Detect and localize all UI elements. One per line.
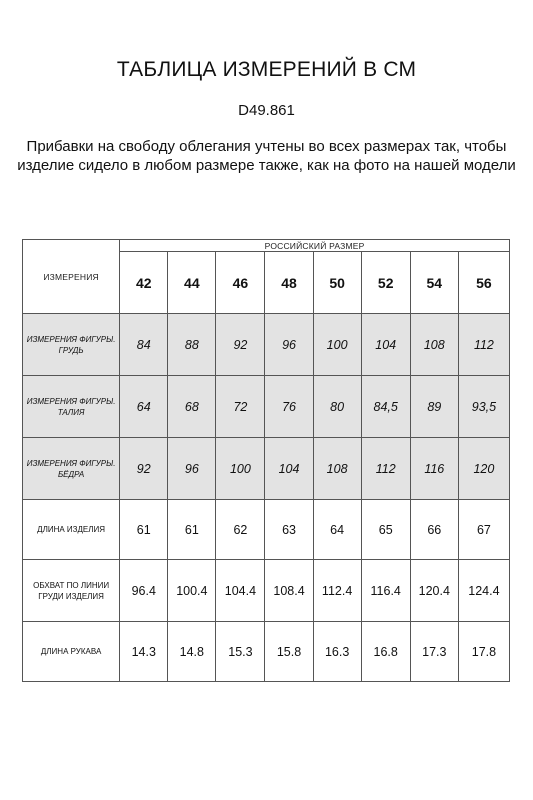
value-cell: 16.3 (313, 622, 361, 682)
value-cell: 15.8 (265, 622, 313, 682)
value-cell: 80 (313, 376, 361, 438)
value-cell: 100 (216, 438, 265, 500)
value-cell: 100.4 (168, 560, 216, 622)
row-label: ДЛИНА РУКАВА (23, 622, 120, 682)
value-cell: 92 (216, 314, 265, 376)
value-cell: 63 (265, 500, 313, 560)
value-cell: 76 (265, 376, 313, 438)
value-cell: 65 (361, 500, 410, 560)
value-cell: 96 (265, 314, 313, 376)
value-cell: 93,5 (458, 376, 509, 438)
row-label: ИЗМЕРЕНИЯ ФИГУРЫ. БЁДРА (23, 438, 120, 500)
value-cell: 64 (120, 376, 168, 438)
value-cell: 92 (120, 438, 168, 500)
value-cell: 14.3 (120, 622, 168, 682)
value-cell: 100 (313, 314, 361, 376)
corner-header: ИЗМЕРЕНИЯ (23, 240, 120, 314)
table-row (23, 314, 510, 376)
value-cell: 112 (458, 314, 509, 376)
value-cell: 68 (168, 376, 216, 438)
size-header-cell: 46 (216, 252, 265, 314)
table-row (23, 500, 510, 560)
size-header-cell: 54 (410, 252, 458, 314)
row-label: ДЛИНА ИЗДЕЛИЯ (23, 500, 120, 560)
size-header-cell: 52 (361, 252, 410, 314)
row-label: ИЗМЕРЕНИЯ ФИГУРЫ. ТАЛИЯ (23, 376, 120, 438)
size-header-cell: 56 (458, 252, 509, 314)
row-label: ОБХВАТ ПО ЛИНИИ ГРУДИ ИЗДЕЛИЯ (23, 560, 120, 622)
value-cell: 66 (410, 500, 458, 560)
size-table (22, 239, 510, 682)
value-cell: 108 (410, 314, 458, 376)
value-cell: 96.4 (120, 560, 168, 622)
value-cell: 124.4 (458, 560, 509, 622)
article-code: D49.861 (238, 102, 295, 119)
value-cell: 67 (458, 500, 509, 560)
value-cell: 96 (168, 438, 216, 500)
value-cell: 116.4 (361, 560, 410, 622)
value-cell: 89 (410, 376, 458, 438)
value-cell: 17.8 (458, 622, 509, 682)
value-cell: 120 (458, 438, 509, 500)
value-cell: 64 (313, 500, 361, 560)
page-title: ТАБЛИЦА ИЗМЕРЕНИЙ В СМ (116, 58, 417, 81)
size-group-header: РОССИЙСКИЙ РАЗМЕР (120, 240, 510, 252)
value-cell: 112.4 (313, 560, 361, 622)
size-header-cell: 42 (120, 252, 168, 314)
value-cell: 116 (410, 438, 458, 500)
value-cell: 16.8 (361, 622, 410, 682)
fit-description: Прибавки на свободу облегания учтены во всех размерах так, чтобы изделие сидело в любом размере также, как на фото на нашей модели (17, 138, 516, 174)
table-row (23, 622, 510, 682)
value-cell: 88 (168, 314, 216, 376)
row-label: ИЗМЕРЕНИЯ ФИГУРЫ. ГРУДЬ (23, 314, 120, 376)
value-cell: 108 (313, 438, 361, 500)
size-header-cell: 50 (313, 252, 361, 314)
value-cell: 14.8 (168, 622, 216, 682)
value-cell: 61 (168, 500, 216, 560)
value-cell: 61 (120, 500, 168, 560)
value-cell: 112 (361, 438, 410, 500)
size-header-cell: 48 (265, 252, 313, 314)
table-row (23, 560, 510, 622)
value-cell: 62 (216, 500, 265, 560)
value-cell: 104.4 (216, 560, 265, 622)
value-cell: 15.3 (216, 622, 265, 682)
value-cell: 17.3 (410, 622, 458, 682)
value-cell: 104 (265, 438, 313, 500)
value-cell: 84 (120, 314, 168, 376)
value-cell: 72 (216, 376, 265, 438)
table-row (23, 438, 510, 500)
value-cell: 104 (361, 314, 410, 376)
value-cell: 84,5 (361, 376, 410, 438)
value-cell: 120.4 (410, 560, 458, 622)
table-row (23, 376, 510, 438)
value-cell: 108.4 (265, 560, 313, 622)
size-header-cell: 44 (168, 252, 216, 314)
